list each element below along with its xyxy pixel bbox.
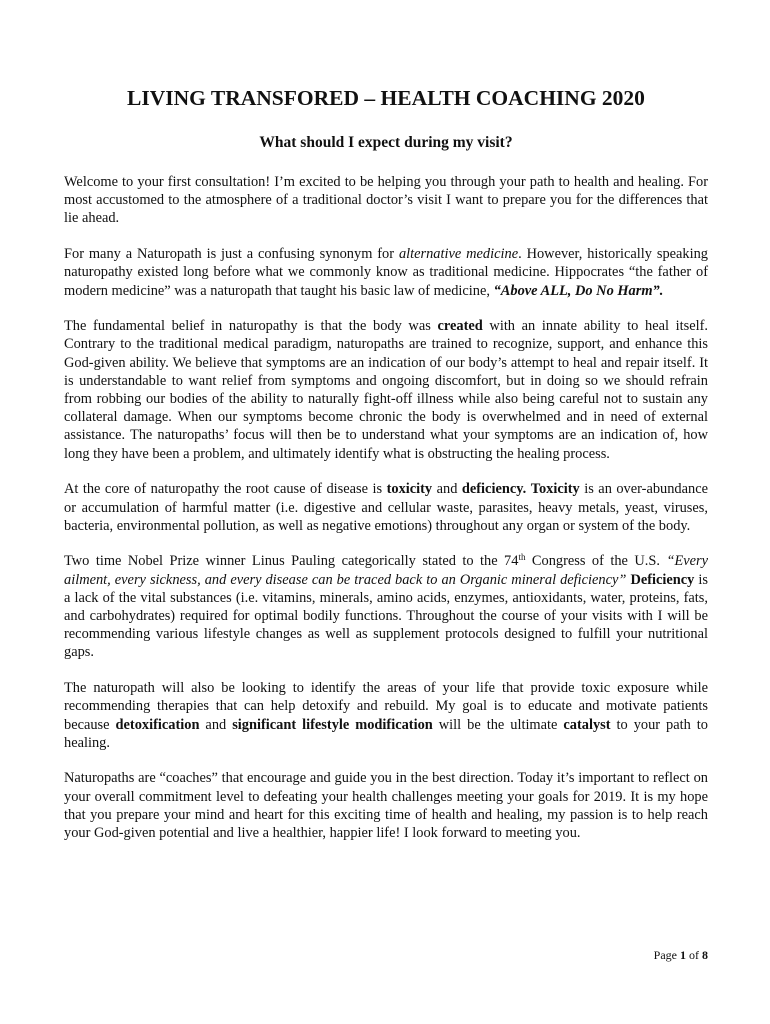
document-title: LIVING TRANSFORED – HEALTH COACHING 2020 (127, 86, 645, 110)
document-subtitle: What should I expect during my visit? (259, 134, 513, 151)
page-number-footer: Page 1 of 8 (653, 948, 708, 962)
paragraph-welcome: Welcome to your first consultation! I’m excited to be helping you through your path to health and healing. For most accustomed to the atmosphere of a traditional doctor’s visit I want to prepare you for the differences that lie ahead. (64, 174, 708, 227)
paragraph-naturopath-history: For many a Naturopath is just a confusing synonym for alternative medicine. However, historically speaking naturopathy existed long before what we commonly know as traditional medicine. Hippocrates “the father of modern medicine” was a naturopath that taught his basic law of medicine, “Above ALL, Do No Harm”. (64, 246, 708, 299)
paragraph-coaches: Naturopaths are “coaches” that encourage and guide you in the best direction. Today it’s important to reflect on your overall commitment level to defeating your health challenges meeting your goals for 2019. It is my hope that you prepare your mind and heart for this exciting time of health and healing, my passion is to help reach your God-given potential and live a healthier, happier life! I look forward to meeting you. (64, 770, 708, 842)
paragraph-detox-goals: The naturopath will also be looking to identify the areas of your life that provide toxic exposure while recommending therapies that can help detoxify and rebuild. My goal is to educate and motivate patients because detoxification and significant lifestyle modification will be the ultimate catalyst to your path to healing. (64, 680, 708, 751)
paragraph-root-cause: At the core of naturopathy the root cause of disease is toxicity and deficiency. Toxicity is an over-abundance or accumulation of harmful matter (i.e. digestive and cellular waste, parasites, heavy metals, yeast, viruses, bacteria, environmental pollution, as well as negative emotions) throughout any organ or system of the body. (64, 481, 708, 534)
paragraph-fundamental-belief: The fundamental belief in naturopathy is that the body was created with an innate ability to heal itself. Contrary to the traditional medical paradigm, naturopaths are trained to recognize, support, and enhance this God-given ability. We believe that symptoms are an indication of our body’s attempt to heal and repair itself. It is understandable to want relief from symptoms and ongoing discomfort, but in doing so we should refrain from robbing our bodies of the ability to naturally fight-off illness while also being careful not to sustain any collateral damage. When our symptoms become chronic the body is overwhelmed and in need of external assistance. The naturopaths’ focus will then be to understand what your symptoms are an indication of, how long they have been a problem, and ultimately identify what is obstructing the healing process. (64, 318, 708, 462)
paragraph-deficiency: Two time Nobel Prize winner Linus Pauling categorically stated to the 74th Congress of the U.S. “Every ailment, every sickness, and every disease can be traced back to an Organic mineral deficiency” Deficiency is a lack of the vital substances (i.e. vitamins, minerals, amino acids, enzymes, antioxidants, water, proteins, fats, and carbohydrates) required for optimal bodily functions. Throughout the course of your visits with I will be recommending various lifestyle changes as well as supplement protocols designed to fulfill your nutritional gaps. (64, 552, 709, 661)
document-body (64, 173, 708, 860)
